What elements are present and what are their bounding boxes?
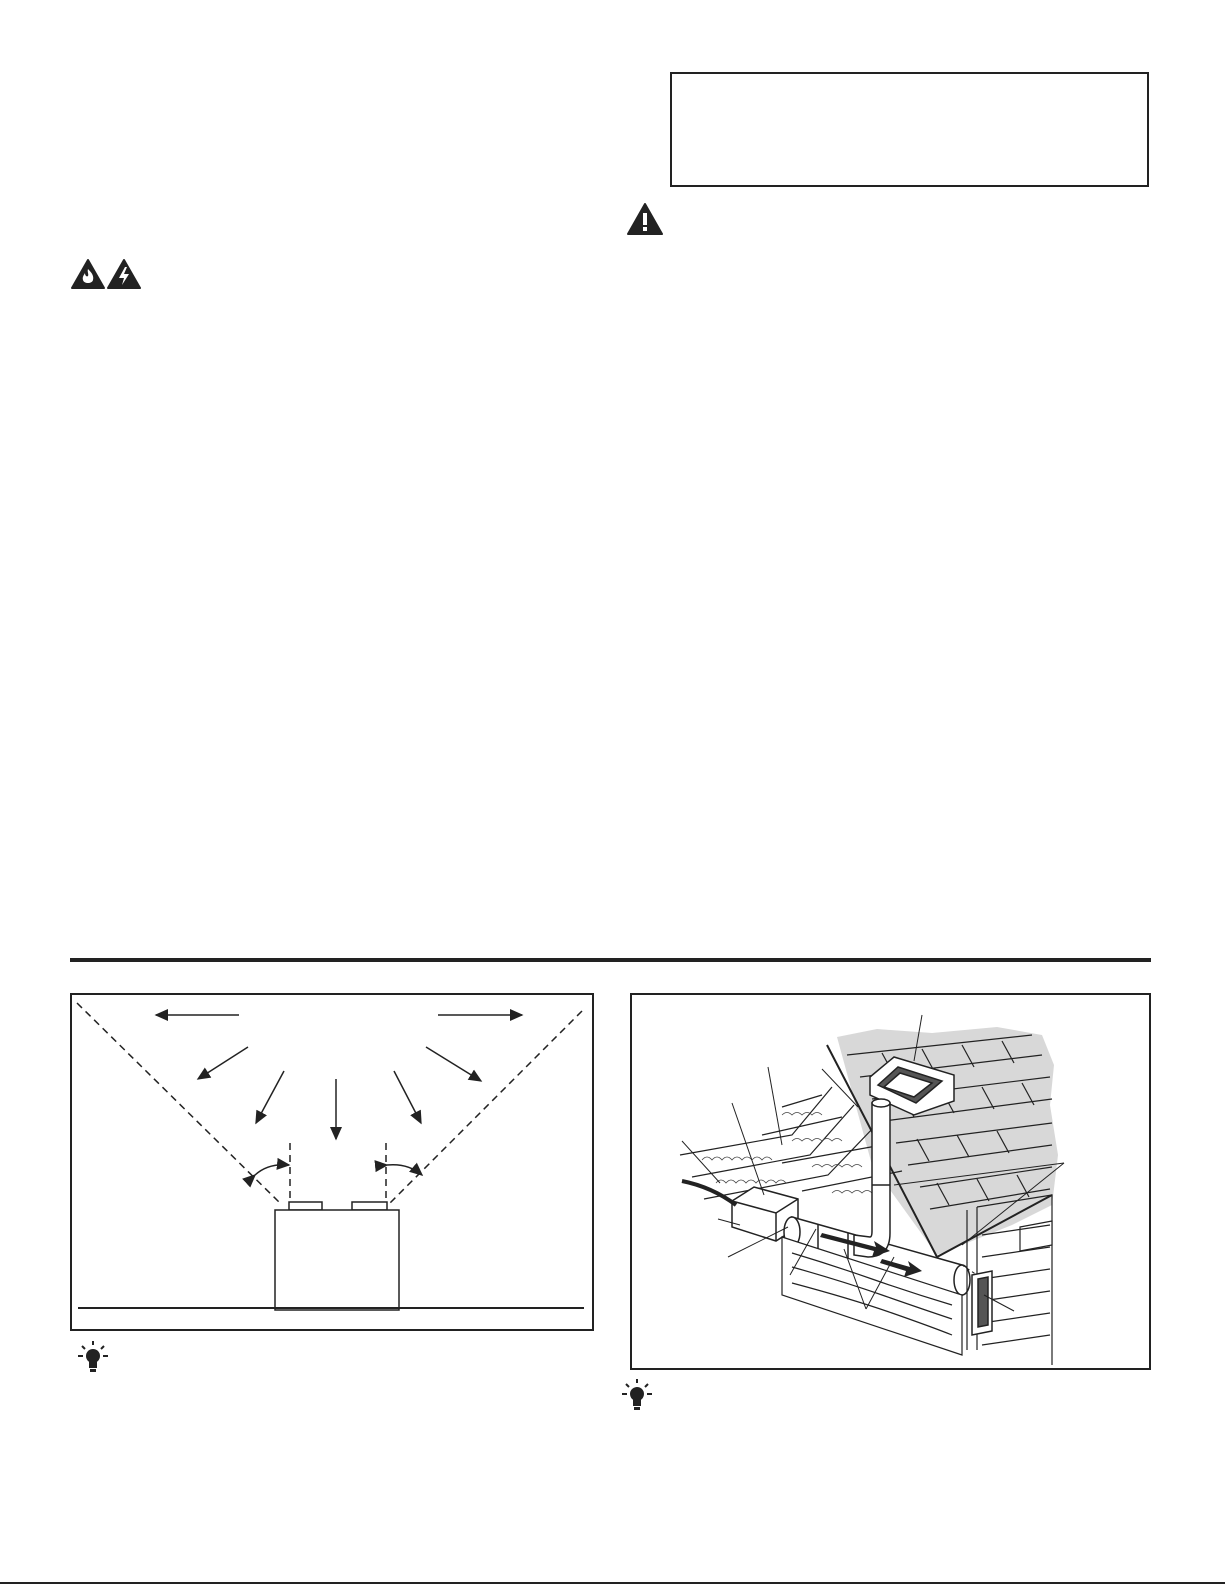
fire-hazard-icon [70,258,106,290]
roof-shingles [827,1027,1058,1257]
lightbulb-tip-icon [78,1340,108,1374]
airflow-arrows [156,1015,522,1139]
angle-arcs [255,1165,422,1175]
note-box [670,72,1149,187]
section-divider [70,958,1151,962]
wall-vent-cap [972,1271,992,1335]
vertical-duct [854,1099,890,1257]
warning-icon [626,202,664,236]
airflow-diagram [70,993,594,1331]
lightbulb-tip-icon [622,1378,652,1412]
dashed-boundary-lines [77,1003,582,1205]
page-bottom-rule [0,1582,1225,1584]
heater-unit [275,1202,399,1310]
power-cable [682,1181,736,1205]
electric-shock-hazard-icon [106,258,142,290]
attic-duct-illustration [630,993,1151,1370]
